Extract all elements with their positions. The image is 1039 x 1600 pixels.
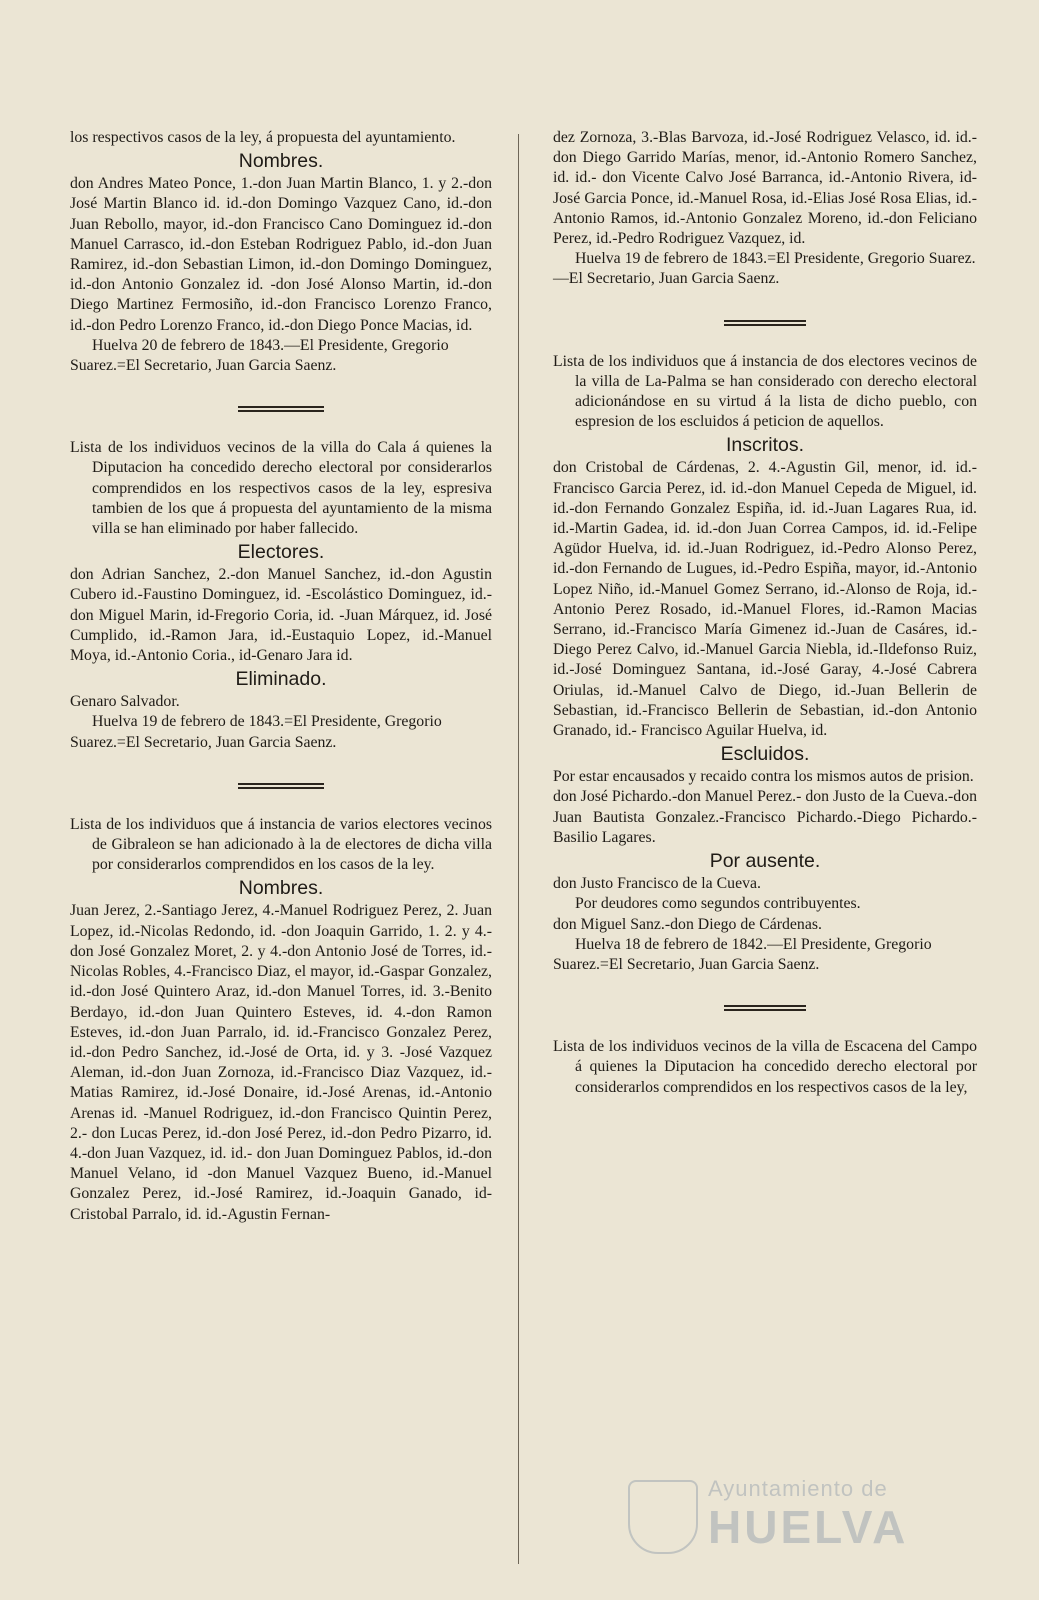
signature-line: Huelva 19 de febrero de 1843.=El Presidente, Gregorio Suarez.=El Secretario, Juan Garcia Saenz. <box>70 713 442 751</box>
watermark-line1: Ayuntamiento de <box>708 1476 888 1501</box>
section-rule <box>238 783 324 789</box>
paragraph: don Andres Mateo Ponce, 1.-don Juan Martin Blanco, 1. y 2.-don José Martin Blanco id. id.-don Domingo Vazquez Cano, id.-don Juan Rebollo, mayor, id.-don Francisco Cano Dominguez id.-don Manuel Carrasco, id.-don Esteban Rodriguez Pablo, id.-don Juan Ramirez, id.-don Sebastian Limon, id.-don Domingo Dominguez, id.-don Antonio Gonzalez id. -don José Alonso Martin, id.-don Diego Martinez Fermosiño, id.-don Francisco Lorenzo Franco, id.-don Pedro Lorenzo Franco, id.-don Diego Ponce Macias, id. <box>70 175 492 334</box>
section-heading: Inscritos. <box>725 434 805 457</box>
watermark <box>628 1476 958 1552</box>
section-heading: Eliminado. <box>235 668 327 691</box>
section-rule <box>724 1005 806 1011</box>
paragraph: Por estar encausados y recaido contra los mismos autos de prision. <box>553 768 974 786</box>
paragraph: don Justo Francisco de la Cueva. <box>553 875 761 893</box>
paragraph: Genaro Salvador. <box>70 693 180 711</box>
list-intro: Lista de los individuos que á instancia de dos electores vecinos de la villa de La-Palma se han considerado con derecho electoral adicionándose en su virtud á la lista de dicho pueblo, con espresion de los escluidos á peticion de aquellos. <box>553 352 977 431</box>
section-heading: Por ausente. <box>709 850 821 873</box>
paragraph: don José Pichardo.-don Manuel Perez.- don Justo de la Cueva.-don Juan Bautista Gonzalez.-Francisco Pichardo.-Diego Pichardo.-Basilio Lagares. <box>553 788 977 846</box>
list-intro: Lista de los individuos vecinos de la villa do Cala á quienes la Diputacion ha concedido derecho electoral por considerarlos comprendidos en los respectivos casos de la ley, espresiva tambien de los que á propuesta del ayuntamiento de la misma villa se han eliminado por haber fallecido. <box>70 439 492 538</box>
paragraph: don Miguel Sanz.-don Diego de Cárdenas. <box>553 915 822 933</box>
right-column <box>553 128 977 1098</box>
left-column <box>70 128 492 1225</box>
section-rule <box>238 406 324 412</box>
paragraph: dez Zornoza, 3.-Blas Barvoza, id.-José Rodriguez Velasco, id. id.-don Diego Garrido Marías, menor, id.-Antonio Romero Sanchez, id. id.- don Vicente Calvo José Barranca, id.-Antonio Rivera, id- José Garcia Ponce, id.-Manuel Rosa, id.-Elias José Rosa Elias, id.- Antonio Ramos, id.-Antonio Gonzalez Moreno, id.-don Feliciano Perez, id.-Pedro Rodriguez Vazquez, id. <box>553 129 977 248</box>
paragraph: Juan Jerez, 2.-Santiago Jerez, 4.-Manuel Rodriguez Perez, 2. Juan Lopez, id.-Nicolas Redondo, id. -don Joaquin Garrido, 1. 2. y 4.-don José Gonzalez Moret, 2. y 4.-don Antonio José de Torres, id.-Nicolas Robles, 4.-Francisco Diaz, el mayor, id.-Gaspar Gonzalez, id.-don José Quintero Araz, id.-don Manuel Torres, id. 3.-Benito Berdayo, id.-don Juan Quintero Esteves, id. 4.-don Ramon Esteves, id.-don Juan Parralo, id. id.-Francisco Gonzalez Perez, id.-don Pedro Sanchez, id.-José de Orta, id. y 3. -José Vazquez Aleman, id.-don Juan Zornoza, id.-Francisco Diaz Vazquez, id.-Matias Ramirez, id.-José Donaire, id.-José Arenas, id.-Antonio Arenas id. -Manuel Rodriguez, id.-don Francisco Quintin Perez, 2.- don Lucas Perez, id.-don José Perez, id.-don Pedro Pizarro, id. 4.-don Juan Vazquez, id. id.- don Juan Dominguez Pablos, id.-don Manuel Velano, id -don Manuel Vazquez Bueno, id.-Manuel Gonzalez Perez, id.-José Ramirez, id.-Joaquin Ganado, id- Cristobal Parralo, id. id.-Agustin Fernan- <box>70 902 492 1223</box>
paragraph: Por deudores como segundos contribuyentes. <box>575 895 861 913</box>
paragraph: don Adrian Sanchez, 2.-don Manuel Sanchez, id.-don Agustin Cubero id.-Faustino Dominguez, id. -Escolástico Dominguez, id.-don Miguel Marin, id-Fregorio Coria, id. -Juan Márquez, id. José Cumplido, id.-Ramon Jara, id.-Eustaquio Lopez, id.-Manuel Moya, id.-Antonio Coria., id-Genaro Jara id. <box>70 566 492 665</box>
watermark-line2: HUELVA <box>708 1501 909 1553</box>
list-intro: Lista de los individuos vecinos de la villa de Escacena del Campo á quienes la Diputacion ha concedido derecho electoral por considerarlos comprendidos en los respectivos casos de la ley, <box>553 1038 977 1096</box>
section-heading: Nombres. <box>238 877 324 900</box>
section-heading: Escluidos. <box>720 743 810 766</box>
section-heading: Nombres. <box>238 150 324 173</box>
seal-icon <box>628 1480 698 1554</box>
signature-line: Huelva 19 de febrero de 1843.=El Presidente, Gregorio Suarez.—El Secretario, Juan Garcia Saenz. <box>553 250 976 288</box>
paragraph: don Cristobal de Cárdenas, 2. 4.-Agustin Gil, menor, id. id.-Francisco Garcia Perez, id. id.-don Manuel Cepeda de Miguel, id. id.-don Fernando Gonzalez Espiña, id. id.-Juan Lagares Rua, id. id.-Martin Gadea, id. id.-don Juan Correa Campos, id. id.-Felipe Agüdor Huelva, id. id.-Juan Rodriguez, id.-Pedro Alonso Perez, id.-don Fernando de Lugues, id.-Pedro Espiña, mayor, id.-Antonio Lopez Niño, id.-Manuel Gomez Serrano, id.-Alonso de Roja, id.-Antonio Perez Rosado, id.-Manuel Flores, id.-Ramon Macias Serrano, id.-Francisco María Gimenez id.-Juan de Casáres, id.-Diego Perez Calvo, id.-Manuel Garcia Niebla, id.-Ildefonso Ruiz, id.-José Dominguez Santana, id.-José Garay, 4.-José Cabrera Oriulas, id.-Manuel Calvo de Diego, id.-Juan Bellerin de Sebastian, id.-Francisco Bellerin de Sebastian, id.-don Antonio Granado, id.- Francisco Aguilar Huelva, id. <box>553 459 977 740</box>
section-heading: Electores. <box>237 541 325 564</box>
signature-line: Huelva 20 de febrero de 1843.—El Presidente, Gregorio Suarez.=El Secretario, Juan Garcia Saenz. <box>70 336 449 375</box>
column-divider <box>518 134 519 1564</box>
signature-line: Huelva 18 de febrero de 1842.—El Presidente, Gregorio Suarez.=El Secretario, Juan Garcia Saenz. <box>553 935 932 973</box>
intro-text: los respectivos casos de la ley, á propuesta del ayuntamiento. <box>70 129 456 146</box>
list-intro: Lista de los individuos que á instancia de varios electores vecinos de Gibraleon se han adicionado à la de electores de dicha villa por considerarlos comprendidos en los casos de la ley. <box>70 815 492 874</box>
section-rule <box>724 320 806 326</box>
